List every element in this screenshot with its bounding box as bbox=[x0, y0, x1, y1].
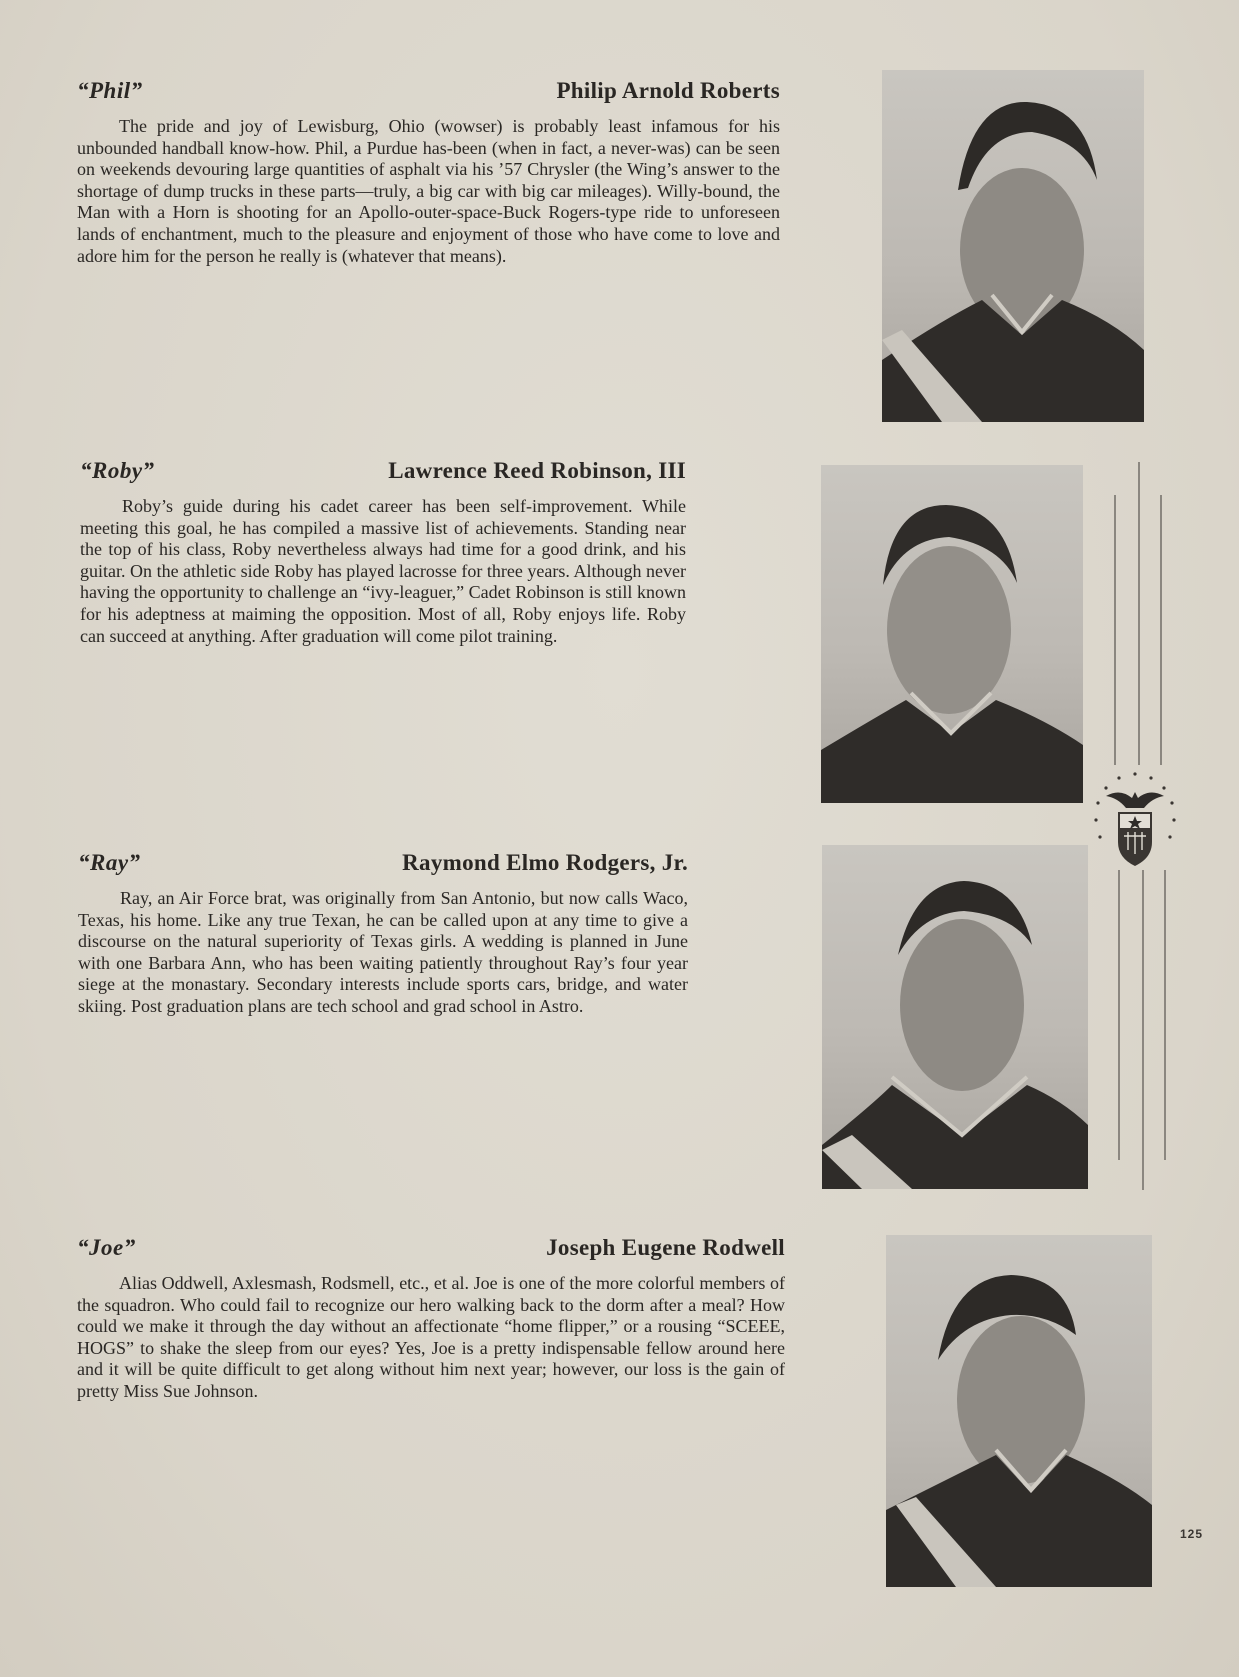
portrait-image bbox=[886, 1235, 1152, 1587]
entry-ray bbox=[78, 850, 688, 1018]
entry-header bbox=[78, 850, 688, 884]
biography: Alias Oddwell, Axlesmash, Rodsmell, etc., et al. Joe is one of the more colorful members of the squadron. Who could fail to recognize our hero walking back to the dorm after a meal? How could we make it through the day without an affectionate “home flipper,” or a rousing “SCEEE, HOGS” to shake the sleep from our eyes? Yes, Joe is a pretty indispensable fellow around here and it will be quite difficult to get along without him next year; however, our loss is the gain of pretty Miss Sue Johnson. bbox=[77, 1273, 785, 1401]
entry-joe bbox=[77, 1235, 785, 1403]
entry-header bbox=[77, 78, 780, 112]
decorative-rule bbox=[1114, 495, 1116, 765]
portrait-image bbox=[882, 70, 1144, 422]
biography: Roby’s guide during his cadet career has been self-improvement. While meeting this goal, he has compiled a massive list of achievements. Standing near the top of his class, Roby nevertheless always had time for a good drink, and his guitar. On the athletic side Roby has played lacrosse for three years. Although never having the opportunity to challenge an “ivy-leaguer,” Cadet Robinson is still known for his adeptness at maiming the opposition. Most of all, Roby enjoys life. Roby can succeed at anything. After graduation will come pilot training. bbox=[80, 496, 686, 646]
decorative-rule bbox=[1160, 495, 1162, 765]
decorative-rule bbox=[1138, 462, 1140, 765]
nickname: “Roby” bbox=[80, 458, 155, 483]
full-name: Joseph Eugene Rodwell bbox=[546, 1235, 785, 1260]
portrait-photo-rodgers bbox=[822, 845, 1088, 1189]
entry-phil bbox=[77, 78, 780, 267]
decorative-rule bbox=[1164, 870, 1166, 1160]
full-name: Raymond Elmo Rodgers, Jr. bbox=[402, 850, 688, 875]
entry-header bbox=[77, 1235, 785, 1269]
portrait-photo-robinson bbox=[821, 465, 1083, 803]
portrait-photo-rodwell bbox=[886, 1235, 1152, 1587]
entry-roby bbox=[80, 458, 686, 647]
page-number: 125 bbox=[1180, 1527, 1204, 1541]
biography: The pride and joy of Lewisburg, Ohio (wowser) is probably least infamous for his unbounded handball know-how. Phil, a Purdue has-been (when in fact, a never-was) can be seen on weekends devouring large quantities of asphalt via his ’57 Chrysler (the Wing’s answer to the shortage of dump trucks in these parts—truly, a big car with big car mileages). Willy-bound, the Man with a Horn is shooting for an Apollo-outer-space-Buck Rogers-type ride to unforeseen lands of enchantment, much to the pleasure and enjoyment of those who have come to love and adore him for the person he really is (whatever that means). bbox=[77, 116, 780, 266]
decorative-rule bbox=[1142, 870, 1144, 1190]
entry-header bbox=[80, 458, 686, 492]
academy-crest-icon bbox=[1088, 770, 1182, 870]
portrait-image bbox=[821, 465, 1083, 803]
nickname: “Ray” bbox=[78, 850, 141, 875]
decorative-rule bbox=[1118, 870, 1120, 1160]
full-name: Philip Arnold Roberts bbox=[556, 78, 780, 103]
nickname: “Joe” bbox=[77, 1235, 136, 1260]
portrait-image bbox=[822, 845, 1088, 1189]
biography: Ray, an Air Force brat, was originally from San Antonio, but now calls Waco, Texas, his home. Like any true Texan, he can be called upon at any time to give a discourse on the natural superiority of Texas girls. A wedding is planned in June with one Barbara Ann, who has been waiting patiently throughout Ray’s four year siege at the monastary. Secondary interests include sports cars, bridge, and water skiing. Post graduation plans are tech school and grad school in Astro. bbox=[78, 888, 688, 1016]
nickname: “Phil” bbox=[77, 78, 143, 103]
portrait-photo-roberts bbox=[882, 70, 1144, 422]
full-name: Lawrence Reed Robinson, III bbox=[388, 458, 686, 483]
